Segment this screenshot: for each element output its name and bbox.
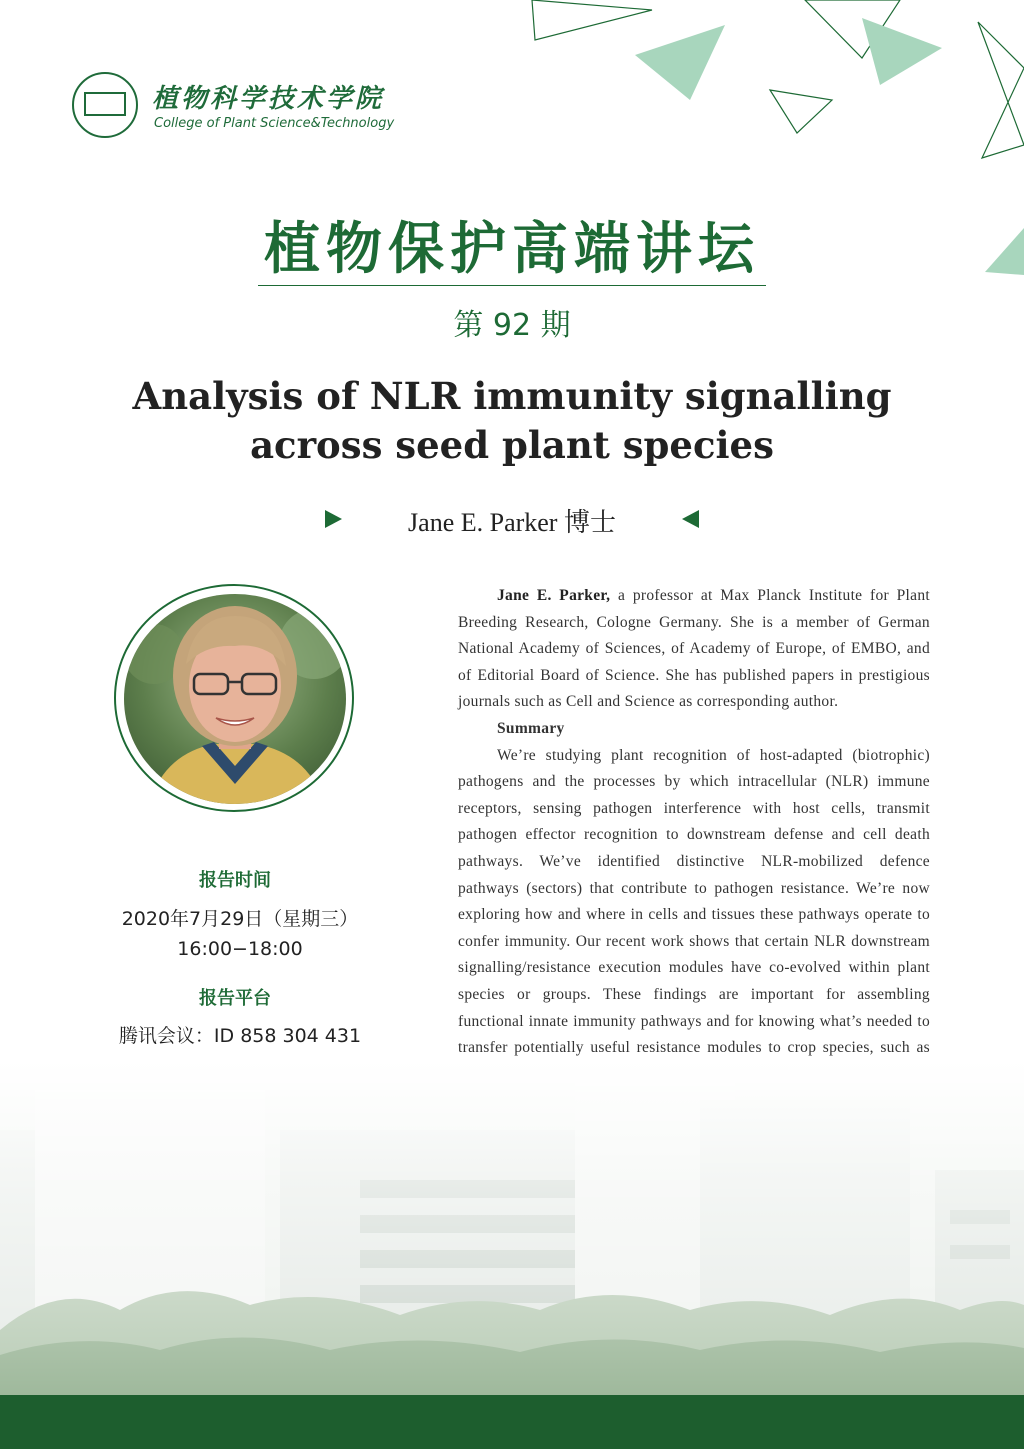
report-time: 16:00−18:00 (177, 938, 303, 960)
talk-title-line-1: Analysis of NLR immunity signalling (132, 374, 892, 418)
college-name-cn: 植物科学技术学院 (152, 84, 385, 114)
title-divider (258, 285, 766, 286)
footer-bar (0, 1395, 1024, 1449)
talk-title (100, 372, 924, 470)
speaker-portrait (124, 594, 346, 804)
college-logo-building-icon (84, 92, 126, 116)
speaker-bio (458, 583, 930, 1088)
talk-title-line-2: across seed plant species (250, 423, 774, 467)
bio-speaker-name: Jane E. Parker, (497, 587, 611, 604)
triangle-left-icon (682, 510, 699, 528)
campus-background-image (0, 1060, 1024, 1395)
meeting-id: 腾讯会议：ID 858 304 431 (118, 1025, 362, 1047)
series-title: 植物保护高端讲坛 (264, 216, 760, 282)
summary-paragraph: We’re studying plant recognition of host-adapted (biotrophic) pathogens and the processes by which intracellular (NLR) immune receptors, sensing pathogen interference with host cells, transmit pathogen effector recognition to downstream defense and cell death pathways. We’ve identified distinctive NLR-mobilized defence pathways (sectors) that contribute to pathogen resistance. We’re now exploring how and where in cells and tissues these pathways operate to confer immunity. Our recent work shows that certain NLR downstream signalling/resistance execution modules have co-evolved within plant species or groups. These findings are important for assembling functional innate immunity pathways and for knowing what’s needed to transfer potentially useful resistance modules to crop species, such as (458, 746, 930, 1057)
issue-number: 第 92 期 (453, 308, 571, 343)
bio-intro-text: a professor at Max Planck Institute for Plant Breeding Research, Cologne Germany. She is a member of German National Academy of Sciences, of Academy of Europe, of EMBO, and of Editorial Board of Science. She has published papers in prestigious journals such as Cell and Science as corresponding author. (458, 587, 930, 711)
college-name-en: College of Plant Science&Technology (154, 116, 395, 131)
platform-label: 报告平台 (199, 988, 271, 1009)
bio-intro-paragraph (458, 583, 930, 716)
report-time-label: 报告时间 (199, 870, 271, 891)
report-date: 2020年7月29日（星期三） (121, 908, 359, 930)
speaker-name: Jane E. Parker 博士 (408, 508, 616, 537)
summary-heading: Summary (497, 719, 565, 737)
